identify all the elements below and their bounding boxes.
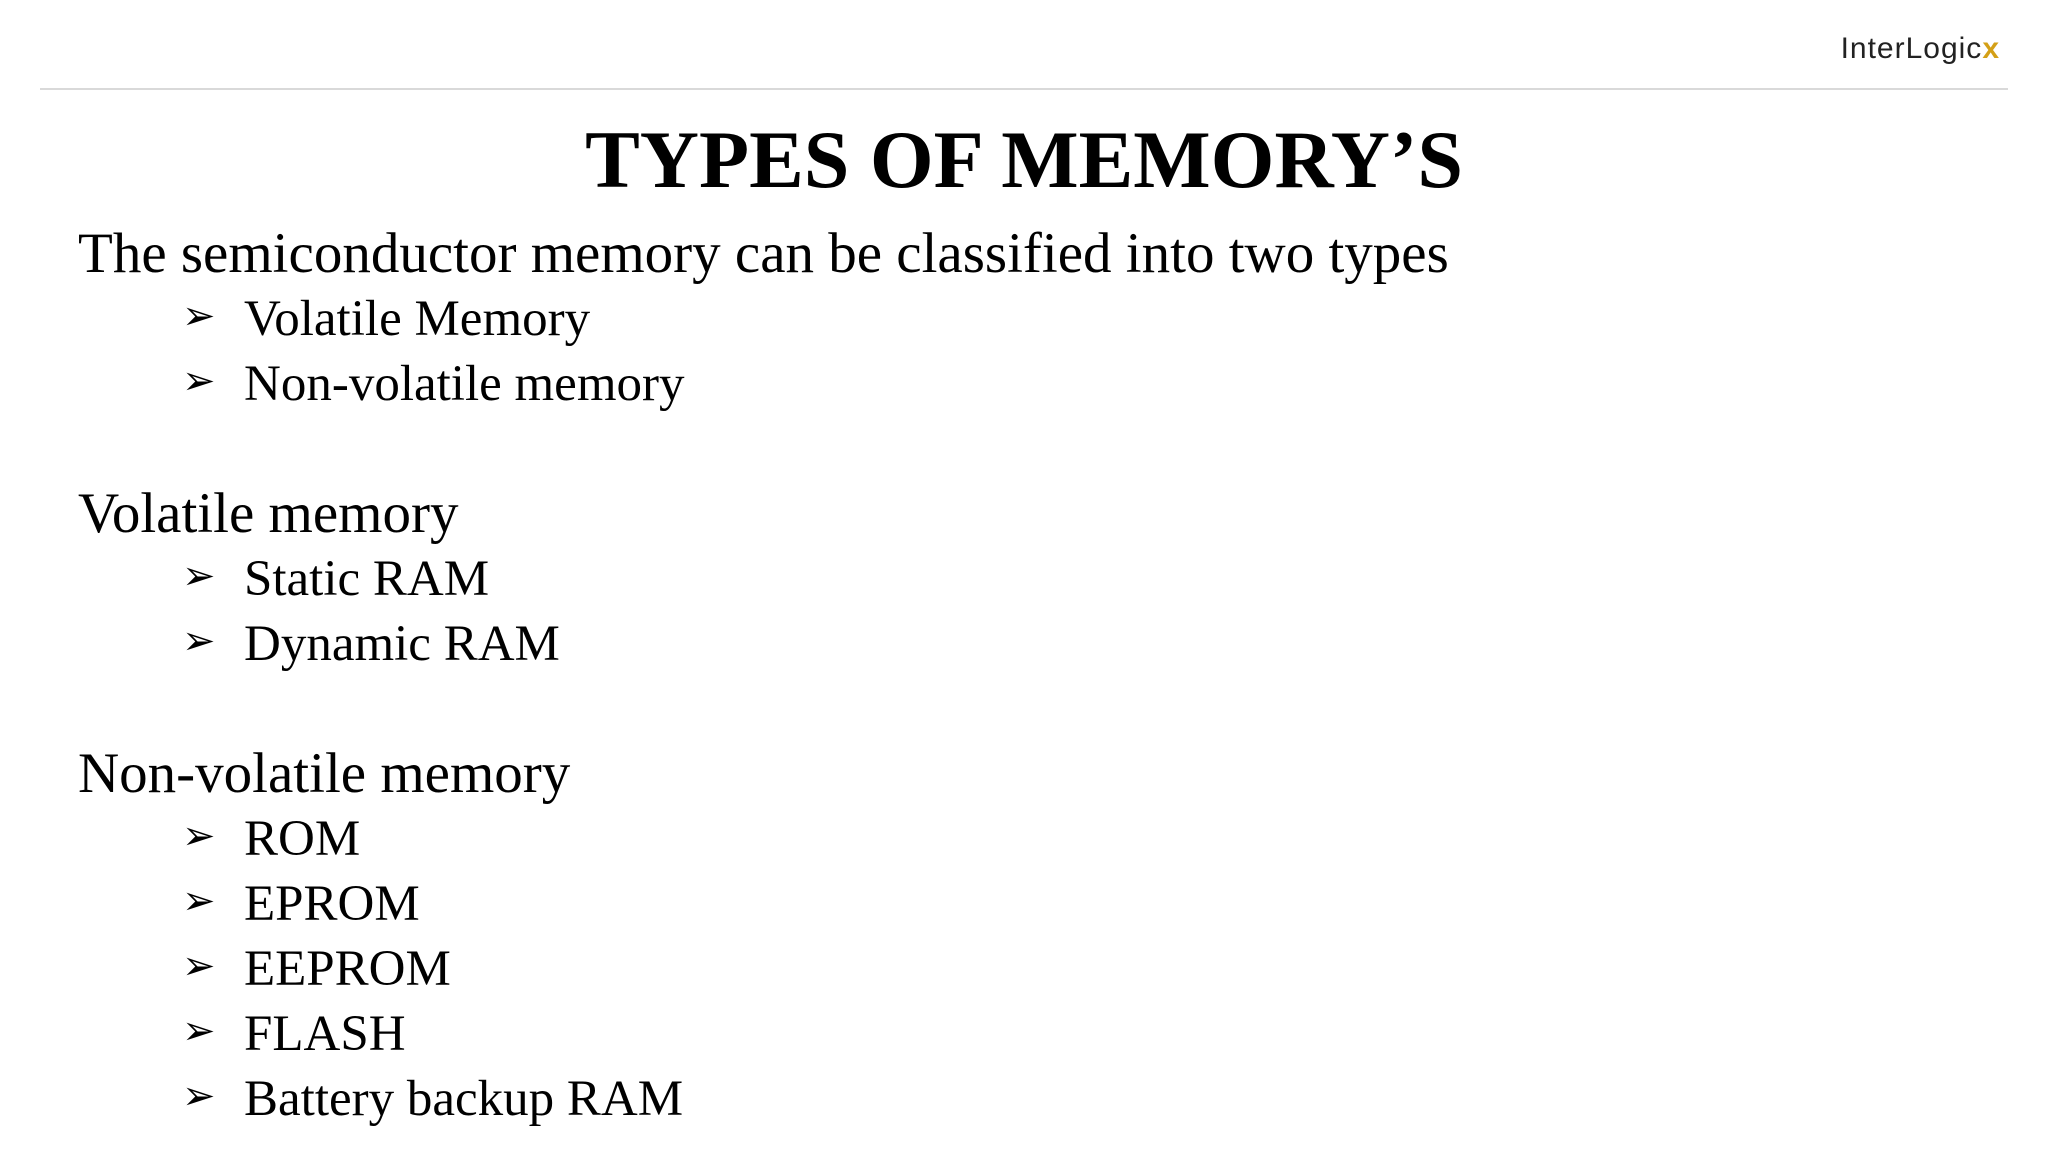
- list-item-label: EEPROM: [244, 941, 451, 997]
- volatile-list: [78, 548, 1988, 678]
- slide-content: [78, 220, 1988, 1133]
- list-item: [182, 808, 1988, 873]
- list-item-label: Dynamic RAM: [244, 616, 560, 672]
- list-item-label: Static RAM: [244, 551, 490, 607]
- list-item-label: Non-volatile memory: [244, 356, 685, 412]
- arrowhead-bullet-icon: ➢: [182, 878, 216, 924]
- slide-title: TYPES OF MEMORY’S: [585, 114, 1463, 205]
- section-heading-non-volatile: Non-volatile memory: [78, 742, 571, 805]
- list-item: [182, 353, 1988, 418]
- arrowhead-bullet-icon: ➢: [182, 618, 216, 664]
- section-spacer: [78, 678, 1988, 740]
- list-item: [182, 1003, 1988, 1068]
- list-item: [182, 288, 1988, 353]
- list-item-label: EPROM: [244, 876, 420, 932]
- arrowhead-bullet-icon: ➢: [182, 1073, 216, 1119]
- logo-text: InterLogic: [1840, 32, 1983, 65]
- list-item: [182, 1068, 1988, 1133]
- arrowhead-bullet-icon: ➢: [182, 813, 216, 859]
- section-heading-classification: The semiconductor memory can be classified into two types: [78, 222, 1449, 285]
- header-divider: [40, 88, 2008, 90]
- list-item-label: Battery backup RAM: [244, 1071, 684, 1127]
- list-item-label: Volatile Memory: [244, 291, 591, 347]
- classification-list: [78, 288, 1988, 418]
- arrowhead-bullet-icon: ➢: [182, 943, 216, 989]
- list-item: [182, 613, 1988, 678]
- list-item-label: FLASH: [244, 1006, 406, 1062]
- section-heading-volatile: Volatile memory: [78, 482, 459, 545]
- arrowhead-bullet-icon: ➢: [182, 358, 216, 404]
- arrowhead-bullet-icon: ➢: [182, 293, 216, 339]
- arrowhead-bullet-icon: ➢: [182, 553, 216, 599]
- list-item: [182, 938, 1988, 1003]
- list-item: [182, 873, 1988, 938]
- logo-accent: x: [1982, 32, 2000, 65]
- section-spacer: [78, 418, 1988, 480]
- list-item: [182, 548, 1988, 613]
- interlogicx-logo: [1841, 32, 2000, 66]
- non-volatile-list: [78, 808, 1988, 1133]
- arrowhead-bullet-icon: ➢: [182, 1008, 216, 1054]
- list-item-label: ROM: [244, 811, 361, 867]
